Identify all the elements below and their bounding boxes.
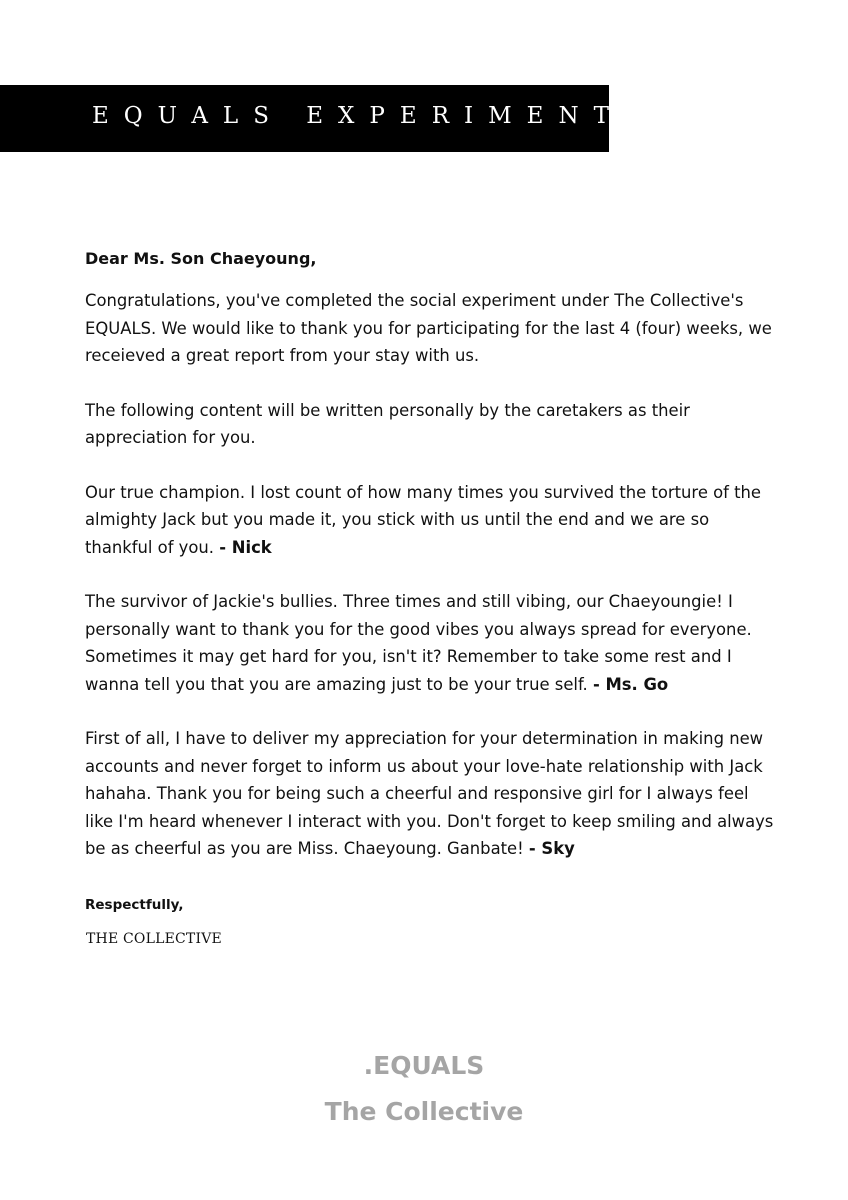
- signature-ms-go: - Ms. Go: [592, 674, 669, 694]
- paragraph-text: First of all, I have to deliver my appreciation for your determination in making new accounts and never forget to inform us about your love-hate relationship with Jack hahaha. Thank you for being such a cheerful and responsive girl for I always feel like I'm heard whenever I interact with you. Don't forget to keep smiling and always be as cheerful as you are Miss. Chaeyoung. Ganbate!: [85, 729, 774, 858]
- paragraph-message-ms-go: [85, 588, 775, 698]
- paragraph-congratulations: [85, 287, 775, 370]
- paragraph-text: The following content will be written personally by the caretakers as their appreciation for you.: [85, 400, 690, 447]
- paragraph-message-sky: [85, 725, 775, 863]
- paragraph-text: Congratulations, you've completed the social experiment under The Collective's EQUALS. We would like to thank you for participating for the last 4 (four) weeks, we receieved a great report from your stay with us.: [85, 291, 772, 365]
- paragraph-intro: [85, 397, 775, 452]
- signature-sky: - Sky: [528, 839, 575, 858]
- paragraph-text: Our true champion. I lost count of how many times you survived the torture of the almighty Jack but you made it, you stick with us until the end and we are so thankful of you.: [85, 482, 762, 557]
- header-banner: [0, 85, 624, 152]
- salutation: Dear Ms. Son Chaeyoung,: [85, 249, 317, 268]
- footer-collective: The Collective: [324, 1097, 524, 1126]
- paragraph-text: The survivor of Jackie's bullies. Three times and still vibing, our Chaeyoungie! I personally want to thank you for the good vibes you always spread for everyone. Sometimes it may get hard for you, isn't it? Remember to take some rest and I wanna tell you that you are amazing just to be your true self.: [85, 592, 752, 694]
- organization-name: THE COLLECTIVE: [86, 931, 222, 947]
- signature-nick: - Nick: [219, 537, 272, 557]
- letter-body: [85, 247, 775, 890]
- footer: [0, 1043, 848, 1135]
- header-title: EQUALS EXPERIMENT: [92, 103, 624, 129]
- footer-equals: .EQUALS: [363, 1051, 485, 1080]
- closing-line: Respectfully,: [85, 897, 184, 913]
- paragraph-message-nick: [85, 479, 775, 562]
